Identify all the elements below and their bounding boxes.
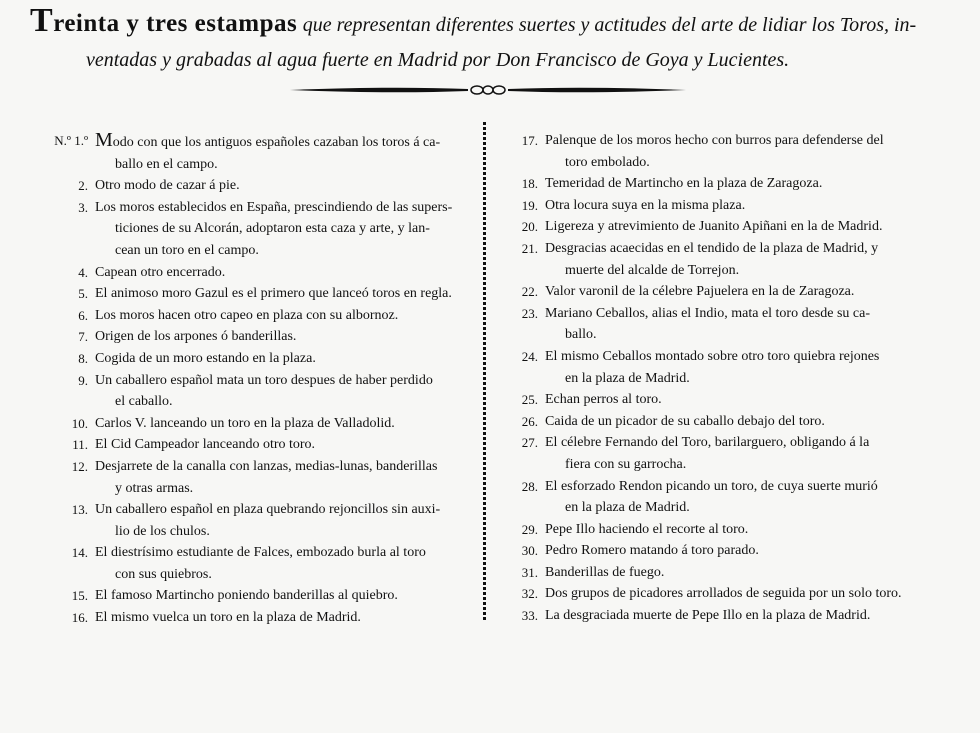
list-item bbox=[36, 607, 472, 629]
item-text-line: Los moros establecidos en España, prescindiendo de las supers- bbox=[95, 199, 453, 215]
item-number: 10. bbox=[71, 415, 88, 431]
item-text bbox=[95, 607, 472, 629]
list-item bbox=[36, 499, 472, 542]
item-number: 21. bbox=[521, 240, 538, 256]
item-text bbox=[95, 542, 472, 585]
item-text-line: Capean otro encerrado. bbox=[95, 264, 226, 280]
column-divider bbox=[483, 122, 486, 622]
list-item bbox=[36, 413, 472, 435]
item-number: 20. bbox=[521, 219, 538, 235]
item-number: 5. bbox=[78, 286, 88, 302]
list-item bbox=[36, 326, 472, 348]
list-item bbox=[500, 562, 924, 584]
item-number: 19. bbox=[521, 197, 538, 213]
list-item bbox=[36, 434, 472, 456]
list-item bbox=[36, 585, 472, 607]
list-item bbox=[500, 303, 924, 346]
item-text bbox=[545, 432, 924, 475]
item-text-line: Otra locura suya en la misma plaza. bbox=[545, 197, 746, 213]
item-text-line: Pedro Romero matando á toro parado. bbox=[545, 543, 759, 559]
item-text-line: El mismo Ceballos montado sobre otro toro quiebra rejones bbox=[545, 348, 880, 364]
item-number: 7. bbox=[78, 329, 88, 345]
item-text-line: La desgraciada muerte de Pepe Illo en la plaza de Madrid. bbox=[545, 608, 871, 624]
item-number: 8. bbox=[78, 350, 88, 366]
item-text bbox=[95, 585, 472, 607]
item-number: 2. bbox=[78, 178, 88, 194]
list-item bbox=[500, 216, 924, 238]
item-number: 13. bbox=[71, 502, 88, 518]
list-item bbox=[36, 130, 472, 175]
item-text-line: El animoso moro Gazul es el primero que lanceó toros en regla. bbox=[95, 286, 452, 302]
item-text bbox=[545, 346, 924, 389]
initial-letter: M bbox=[95, 129, 113, 151]
item-number: 31. bbox=[521, 564, 538, 580]
list-item bbox=[500, 540, 924, 562]
item-text bbox=[545, 605, 924, 627]
item-text bbox=[95, 283, 472, 305]
list-item bbox=[36, 197, 472, 262]
item-text-line: El mismo vuelca un toro en la plaza de Madrid. bbox=[95, 610, 361, 626]
item-number: 17. bbox=[521, 133, 538, 148]
item-text-line: Mariano Ceballos, alias el Indio, mata el toro desde su ca- bbox=[545, 305, 871, 321]
title-script-text-1: que representan diferentes suertes y actitudes del arte de lidiar los Toros, in- bbox=[302, 14, 917, 36]
list-item bbox=[500, 281, 924, 303]
list-item bbox=[500, 346, 924, 389]
item-text bbox=[545, 281, 924, 303]
item-number: 16. bbox=[71, 610, 88, 626]
list-item bbox=[500, 173, 924, 195]
item-text-line: con sus quiebros. bbox=[115, 566, 212, 582]
item-text-line: Un caballero español en plaza quebrando rejoncillos sin auxi- bbox=[95, 502, 441, 518]
list-item bbox=[36, 370, 472, 413]
item-text-line: muerte del alcalde de Torrejon. bbox=[565, 262, 740, 278]
list-item bbox=[500, 130, 924, 173]
right-column-list bbox=[500, 130, 924, 627]
list-item bbox=[500, 411, 924, 433]
item-text-line: Temeridad de Martincho en la plaza de Zaragoza. bbox=[545, 176, 823, 192]
item-number: 14. bbox=[71, 545, 88, 561]
item-text-line: El célebre Fernando del Toro, barilarguero, obligando á la bbox=[545, 435, 870, 451]
item-text-line: Desgracias acaecidas en el tendido de la plaza de Madrid, y bbox=[545, 240, 879, 256]
item-text bbox=[545, 195, 924, 217]
item-text bbox=[95, 130, 472, 175]
item-text bbox=[545, 216, 924, 238]
item-text bbox=[545, 583, 924, 605]
item-text bbox=[95, 175, 472, 197]
item-text-line: Palenque de los moros hecho con burros para defenderse del bbox=[545, 133, 884, 148]
item-number: 26. bbox=[521, 413, 538, 429]
item-text-line: ballo en el campo. bbox=[115, 156, 218, 172]
item-text bbox=[545, 476, 924, 519]
item-text-line: Desjarrete de la canalla con lanzas, medias-lunas, banderillas bbox=[95, 458, 438, 474]
item-text bbox=[545, 540, 924, 562]
list-item bbox=[500, 238, 924, 281]
item-text bbox=[545, 519, 924, 541]
item-text-line: Otro modo de cazar á pie. bbox=[95, 178, 240, 194]
title-author: Don Francisco de Goya y Lucientes. bbox=[495, 49, 790, 71]
list-item bbox=[500, 432, 924, 475]
item-text-line: cean un toro en el campo. bbox=[115, 242, 259, 258]
item-text bbox=[95, 499, 472, 542]
list-item bbox=[500, 389, 924, 411]
item-text-line: Caida de un picador de su caballo debajo del toro. bbox=[545, 413, 825, 429]
item-text-line: en la plaza de Madrid. bbox=[565, 370, 690, 386]
item-text bbox=[545, 411, 924, 433]
item-text-line: El diestrísimo estudiante de Falces, embozado burla al toro bbox=[95, 545, 426, 561]
item-number: N.º 1.º bbox=[54, 133, 88, 148]
item-text bbox=[95, 326, 472, 348]
item-number: 11. bbox=[72, 437, 88, 453]
item-text-line: Cogida de un moro estando en la plaza. bbox=[95, 350, 316, 366]
item-text bbox=[95, 348, 472, 370]
item-text bbox=[545, 238, 924, 281]
item-text-line: ballo. bbox=[565, 327, 597, 343]
item-number: 29. bbox=[521, 521, 538, 537]
item-number: 12. bbox=[71, 458, 88, 474]
list-item bbox=[36, 456, 472, 499]
left-column-list bbox=[36, 130, 472, 629]
item-number: 27. bbox=[521, 435, 538, 451]
item-text bbox=[95, 456, 472, 499]
item-number: 24. bbox=[521, 348, 538, 364]
item-text bbox=[545, 173, 924, 195]
item-text-line: ticiones de su Alcorán, adoptaron esta caza y arte, y lan- bbox=[115, 221, 430, 237]
item-text bbox=[95, 305, 472, 327]
item-text-line: Origen de los arpones ó banderillas. bbox=[95, 329, 297, 345]
item-number: 4. bbox=[78, 264, 88, 280]
item-number: 23. bbox=[521, 305, 538, 321]
item-text-line: Ligereza y atrevimiento de Juanito Apiñani en la de Madrid. bbox=[545, 219, 883, 235]
item-text-line: el caballo. bbox=[115, 394, 173, 410]
item-text-line: El esforzado Rendon picando un toro, de cuya suerte murió bbox=[545, 478, 878, 494]
item-text-line: Pepe Illo haciendo el recorte al toro. bbox=[545, 521, 749, 537]
item-text-line: Banderillas de fuego. bbox=[545, 564, 665, 580]
item-text bbox=[545, 303, 924, 346]
item-text-line: y otras armas. bbox=[115, 480, 194, 496]
list-item bbox=[500, 519, 924, 541]
item-text bbox=[545, 562, 924, 584]
item-text-line: Valor varonil de la célebre Pajuelera en la de Zaragoza. bbox=[545, 284, 855, 300]
item-text-line: El famoso Martincho poniendo banderillas al quiebro. bbox=[95, 588, 398, 604]
item-number: 32. bbox=[521, 586, 538, 602]
item-number: 25. bbox=[521, 392, 538, 408]
item-text-line: fiera con su garrocha. bbox=[565, 456, 687, 472]
item-number: 3. bbox=[78, 199, 88, 215]
item-text bbox=[95, 370, 472, 413]
list-item bbox=[36, 305, 472, 327]
item-text bbox=[95, 262, 472, 284]
item-text-line: Dos grupos de picadores arrollados de seguida por un solo toro. bbox=[545, 586, 902, 602]
title-initial: T bbox=[30, 2, 54, 39]
list-item bbox=[36, 542, 472, 585]
list-item bbox=[500, 583, 924, 605]
title-ornament-rule bbox=[290, 82, 686, 98]
title-gothic-text: reinta y tres estampas bbox=[53, 10, 298, 37]
list-item bbox=[500, 195, 924, 217]
item-text-line: Los moros hacen otro capeo en plaza con su albornoz. bbox=[95, 307, 399, 323]
item-text-line: lio de los chulos. bbox=[115, 523, 210, 539]
list-item bbox=[36, 175, 472, 197]
title-line-1 bbox=[30, 4, 950, 42]
list-item bbox=[500, 605, 924, 627]
list-item bbox=[36, 283, 472, 305]
item-text-line: Echan perros al toro. bbox=[545, 392, 662, 408]
item-number: 22. bbox=[521, 284, 538, 300]
item-text-line: El Cid Campeador lanceando otro toro. bbox=[95, 437, 316, 453]
item-text-line: Carlos V. lanceando un toro en la plaza de Valladolid. bbox=[95, 415, 395, 431]
item-text-line: en la plaza de Madrid. bbox=[565, 500, 690, 516]
item-number: 9. bbox=[78, 372, 88, 388]
title-line-2 bbox=[86, 42, 950, 77]
item-number: 30. bbox=[521, 543, 538, 559]
list-item bbox=[36, 348, 472, 370]
page-title bbox=[30, 4, 950, 77]
title-script-text-2: ventadas y grabadas al agua fuerte en Madrid por bbox=[86, 49, 491, 71]
item-number: 6. bbox=[78, 307, 88, 323]
item-text-line: toro embolado. bbox=[565, 154, 650, 170]
list-item bbox=[36, 262, 472, 284]
item-number: 28. bbox=[521, 478, 538, 494]
list-item bbox=[500, 476, 924, 519]
item-text bbox=[95, 197, 472, 262]
item-number: 18. bbox=[521, 176, 538, 192]
item-number: 33. bbox=[521, 608, 538, 624]
item-text-line: Modo con que los antiguos españoles cazaban los toros á ca- bbox=[95, 129, 441, 151]
item-text bbox=[545, 130, 924, 173]
item-number: 15. bbox=[71, 588, 88, 604]
item-text bbox=[545, 389, 924, 411]
item-text-line: Un caballero español mata un toro despues de haber perdido bbox=[95, 372, 433, 388]
item-text bbox=[95, 434, 472, 456]
item-text bbox=[95, 413, 472, 435]
